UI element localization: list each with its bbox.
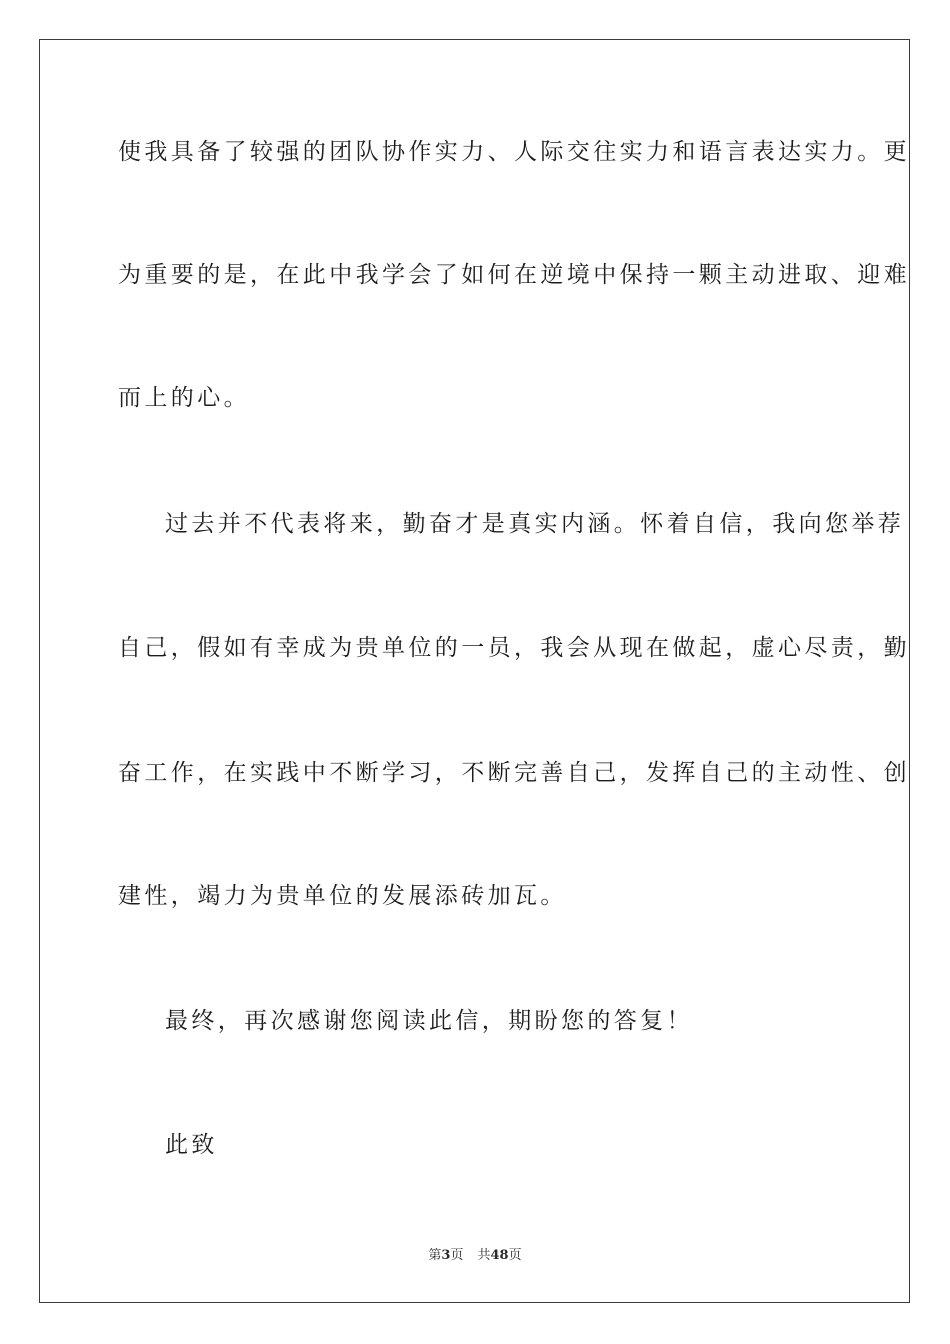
closing-line: 最终，再次感谢您阅读此信，期盼您的答复！: [165, 1008, 693, 1034]
page-suffix: 页: [450, 1248, 464, 1263]
page-border: [39, 39, 910, 1303]
total-prefix: 共: [477, 1248, 491, 1263]
page-number: 3: [441, 1248, 451, 1263]
body-line-3: 而上的心。: [118, 385, 250, 411]
body-line-6: 奋工作，在实践中不断学习，不断完善自己，发挥自己的主动性、创: [118, 760, 910, 786]
body-line-4: 过去并不代表将来，勤奋才是真实内涵。怀着自信，我向您举荐: [165, 511, 905, 537]
total-pages: 48: [490, 1248, 509, 1263]
body-line-7: 建性，竭力为贵单位的发展添砖加瓦。: [118, 883, 567, 909]
body-line-5: 自己，假如有幸成为贵单位的一员，我会从现在做起，虚心尽责，勤: [118, 635, 910, 661]
body-line-2: 为重要的是，在此中我学会了如何在逆境中保持一颗主动进取、迎难: [118, 262, 910, 288]
body-line-1: 使我具备了较强的团队协作实力、人际交往实力和语言表达实力。更: [118, 139, 910, 165]
total-suffix: 页: [508, 1248, 522, 1263]
page-prefix: 第: [428, 1248, 442, 1263]
salutation-line: 此致: [165, 1132, 218, 1158]
page-footer: [0, 1247, 950, 1265]
